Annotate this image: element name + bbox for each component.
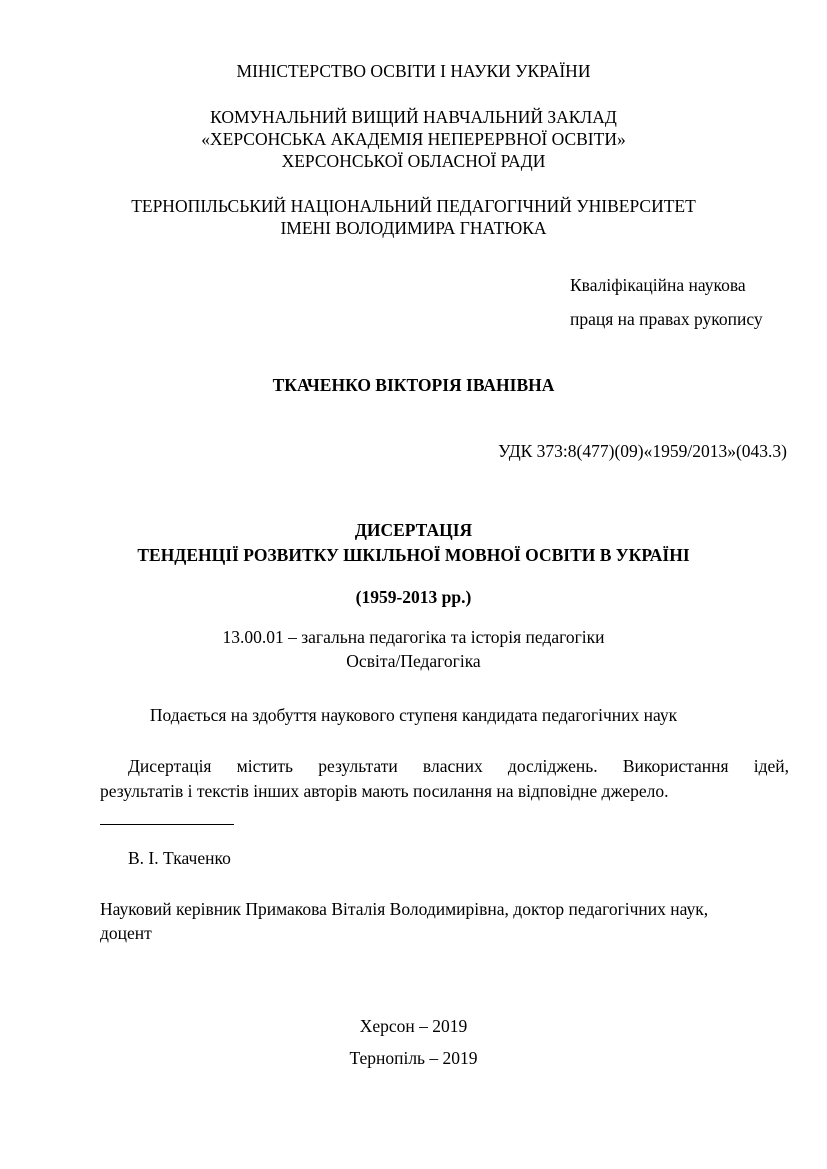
university-name-line2: ІМЕНІ ВОЛОДИМИРА ГНАТЮКА [280,218,547,238]
degree-statement: Подається на здобуття наукового ступеня кандидата педагогічних наук [149,705,678,725]
manuscript-note-line1: Кваліфікаційна наукова [570,275,746,295]
udk-code: УДК 373:8(477)(09)«1959/2013»(043.3) [498,441,787,461]
footer-city-kherson: Херсон – 2019 [359,1016,468,1036]
document-type: ДИСЕРТАЦІЯ [354,520,473,540]
originality-statement-line1: Дисертація містить результати власних досліджень. Використання ідей, [128,756,789,776]
ministry-name: МІНІСТЕРСТВО ОСВІТИ І НАУКИ УКРАЇНИ [236,61,591,81]
footer-city-ternopil: Тернопіль – 2019 [349,1048,478,1068]
manuscript-note-line2: праця на правах рукопису [570,309,763,329]
supervisor-line2: доцент [100,923,152,943]
university-name-line1: ТЕРНОПІЛЬСЬКИЙ НАЦІОНАЛЬНИЙ ПЕДАГОГІЧНИЙ УНІВЕРСИТЕТ [131,196,696,216]
academy-name-line2: «ХЕРСОНСЬКА АКАДЕМІЯ НЕПЕРЕРВНОЇ ОСВІТИ» [201,129,626,149]
author-name: ТКАЧЕНКО ВІКТОРІЯ ІВАНІВНА [272,375,555,395]
thesis-years: (1959-2013 рр.) [355,587,472,607]
originality-statement-line2: результатів і текстів інших авторів мають посилання на відповідне джерело. [100,781,669,801]
specialty-code: 13.00.01 – загальна педагогіка та історія педагогіки [222,627,605,647]
signature-line [100,824,234,825]
signature-name: В. І. Ткаченко [128,848,231,868]
academy-name-line3: ХЕРСОНСЬКОЇ ОБЛАСНОЇ РАДИ [281,151,546,171]
supervisor-line1: Науковий керівник Примакова Віталія Володимирівна, доктор педагогічних наук, [100,899,709,919]
academy-name-line1: КОМУНАЛЬНИЙ ВИЩИЙ НАВЧАЛЬНИЙ ЗАКЛАД [210,107,617,127]
specialty-field: Освіта/Педагогіка [346,651,481,671]
thesis-title: ТЕНДЕНЦІЇ РОЗВИТКУ ШКІЛЬНОЇ МОВНОЇ ОСВІТИ В УКРАЇНІ [137,545,690,565]
